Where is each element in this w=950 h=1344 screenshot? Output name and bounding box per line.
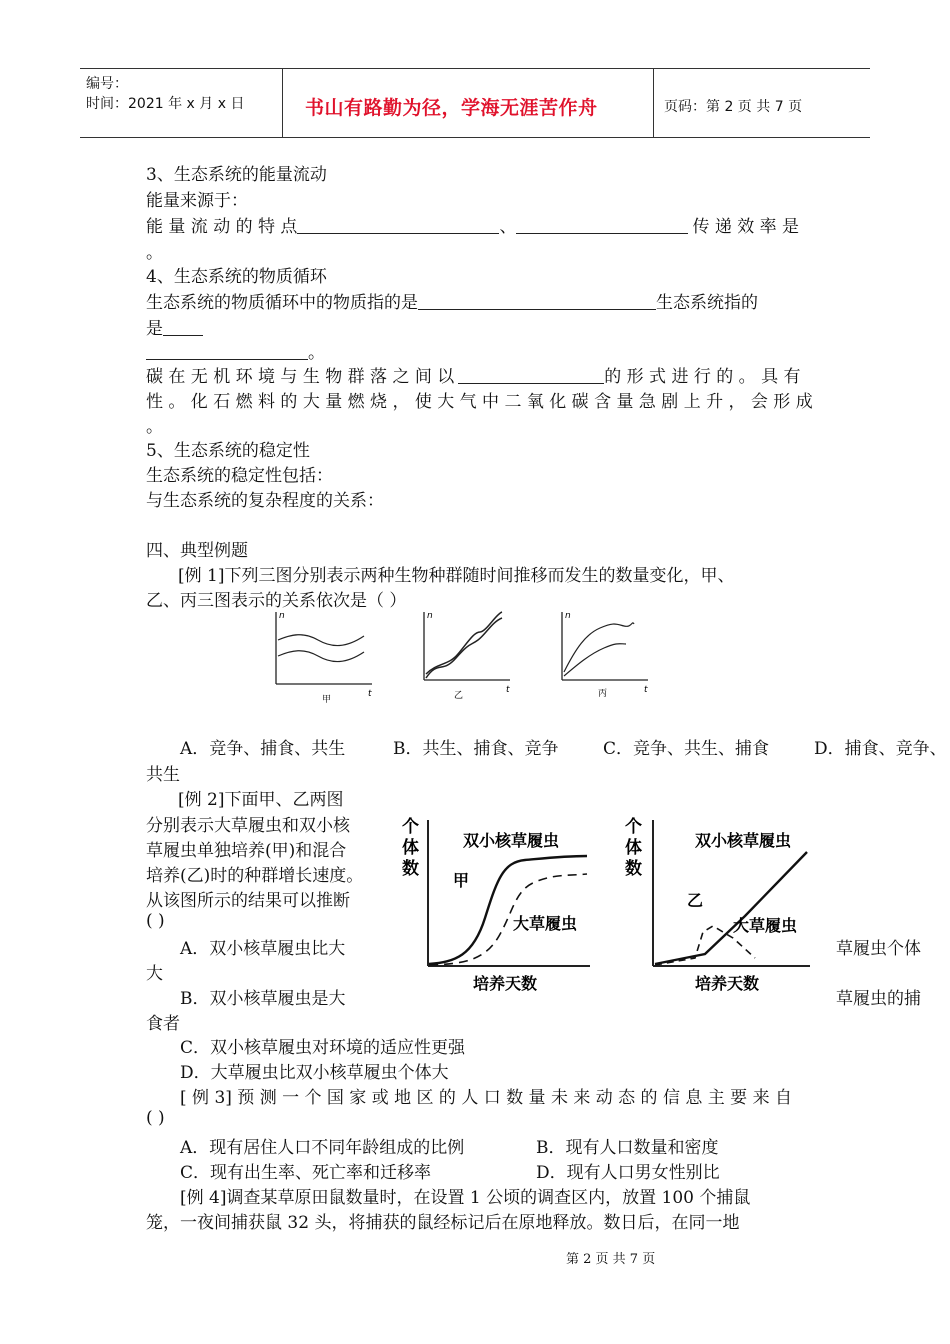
fig-ylabel-3: 数 — [625, 859, 642, 879]
section4-line2 — [146, 314, 203, 339]
header-motto-cell — [283, 69, 654, 137]
fig-xlabel: 培养天数 — [695, 974, 760, 993]
doc-code-label: 编号： — [86, 76, 128, 92]
section6-title: 四、典型例题 — [146, 541, 248, 561]
page-header — [80, 68, 870, 138]
section4-line4-b: 的 形 式 进 行 的 。 具 有 — [604, 367, 801, 387]
fig-ylabel-2: 体 — [625, 838, 642, 858]
blank-field — [297, 216, 499, 234]
blank-field — [163, 318, 203, 336]
section4-line2-text: 是 — [146, 319, 163, 339]
section3-line1: 能量来源于： — [146, 191, 248, 211]
ex2-line5: 从该图所示的结果可以推断 — [146, 891, 350, 911]
axis-y-label: n — [427, 611, 433, 621]
fig-ylabel-1: 个 — [625, 817, 642, 837]
section4-line1-a: 生态系统的物质循环中的物质指的是 — [146, 293, 418, 313]
axis-y-label: n — [279, 611, 285, 621]
ex3-option-a: A．现有居住人口不同年龄组成的比例 — [180, 1138, 465, 1158]
separator: 、 — [499, 217, 517, 237]
ex3-line1: [ 例 3] 预 测 一 个 国 家 或 地 区 的 人 口 数 量 未 来 动 态 的 信 息 主 要 来 自 — [180, 1088, 792, 1108]
section3-line2 — [146, 212, 799, 237]
ex2-option-a: A．双小核草履虫比大 — [180, 939, 346, 959]
ex4-line2: 笼，一夜间捕获鼠 32 头，将捕获的鼠经标记后在原地释放。数日后，在同一地 — [146, 1213, 740, 1233]
header-meta-cell — [80, 69, 283, 137]
ex3-option-b: B．现有人口数量和密度 — [536, 1138, 719, 1158]
graph-yi — [424, 611, 510, 701]
fig-series-1-label: 双小核草履虫 — [463, 831, 560, 850]
axis-x-label: t — [644, 685, 648, 695]
ex2-option-a-cont: 大 — [146, 964, 163, 984]
ex1-graphs — [260, 604, 660, 712]
graph-jia — [276, 611, 372, 705]
fig-ylabel-2: 体 — [402, 838, 419, 858]
section5-line2: 与生态系统的复杂程度的关系： — [146, 491, 384, 511]
blank-field — [146, 342, 308, 360]
ex2-option-b-cont: 食者 — [146, 1014, 180, 1034]
ex2-graph-yi — [625, 816, 810, 993]
fig-label-yi: 乙 — [687, 891, 704, 910]
ex1-option-d: D．捕食、竞争、 — [814, 739, 947, 759]
fig-ylabel-3: 数 — [402, 859, 419, 879]
graph-label-yi: 乙 — [454, 691, 464, 701]
ex4-line1: [例 4]调查某草原田鼠数量时，在设置 1 公顷的调查区内，放置 100 个捕鼠 — [180, 1188, 751, 1208]
ex2-figure — [395, 798, 815, 1004]
doc-date: 时间：2021 年 x 月 x 日 — [86, 96, 245, 112]
ex2-line1: [例 2]下面甲、乙两图 — [178, 790, 344, 810]
page-footer: 第 2 页 共 7 页 — [566, 1252, 656, 1267]
ex2-option-c: C．双小核草履虫对环境的适应性更强 — [180, 1038, 466, 1058]
ex2-graph-jia — [402, 816, 590, 993]
ex1-option-b: B．共生、捕食、竞争 — [393, 739, 559, 759]
ex1-option-d-cont: 共生 — [146, 765, 180, 785]
ex1-option-c: C．竞争、共生、捕食 — [603, 739, 770, 759]
section4-line3 — [146, 338, 325, 363]
ex3-option-c: C．现有出生率、死亡率和迁移率 — [180, 1163, 432, 1183]
ex1-line2: 乙、丙三图表示的关系依次是（ ） — [146, 591, 407, 611]
graph-label-bing: 丙 — [598, 689, 608, 699]
section5-title: 5、生态系统的稳定性 — [146, 441, 310, 461]
header-page-info: 页码：第 2 页 共 7 页 — [664, 99, 803, 115]
section3-title: 3、生态系统的能量流动 — [146, 165, 327, 185]
blank-field — [458, 366, 604, 384]
blank-field — [516, 216, 688, 234]
axis-x-label: t — [506, 685, 510, 695]
ex2-line2: 分别表示大草履虫和双小核 — [146, 816, 350, 836]
section5-line1: 生态系统的稳定性包括： — [146, 466, 333, 486]
axis-y-label: n — [565, 611, 571, 621]
ex2-option-b: B．双小核草履虫是大 — [180, 989, 346, 1009]
ex2-option-b-right: 草履虫的捕 — [836, 989, 921, 1009]
ex2-line6: ( ) — [146, 911, 165, 931]
blank-field — [418, 292, 656, 310]
ex2-line3: 草履虫单独培养(甲)和混合 — [146, 841, 347, 861]
fig-ylabel-1: 个 — [402, 817, 419, 837]
section4-line4 — [146, 362, 800, 387]
ex2-line4: 培养(乙)时的种群增长速度。 — [146, 866, 364, 886]
graph-bing — [562, 611, 648, 699]
ex3-option-d: D．现有人口男女性别比 — [536, 1163, 720, 1183]
section4-line4-a: 碳 在 无 机 环 境 与 生 物 群 落 之 间 以 — [146, 367, 455, 387]
ex2-option-a-right: 草履虫个体 — [836, 939, 921, 959]
section4-line1 — [146, 288, 758, 313]
graph-label-jia: 甲 — [322, 695, 332, 705]
motto: 书山有路勤为径，学海无涯苦作舟 — [305, 97, 598, 119]
fig-series-1-label: 双小核草履虫 — [695, 831, 792, 850]
fig-xlabel: 培养天数 — [473, 974, 538, 993]
ex1-line1: [例 1]下列三图分别表示两种生物种群随时间推移而发生的数量变化，甲、 — [178, 566, 735, 586]
section4-title: 4、生态系统的物质循环 — [146, 267, 327, 287]
fig-label-jia: 甲 — [453, 871, 470, 890]
section4-line6: 。 — [146, 417, 163, 437]
energy-flow-label: 能 量 流 动 的 特 点 — [146, 217, 298, 237]
section3-line3: 。 — [146, 243, 163, 263]
section4-line3-end: 。 — [308, 343, 325, 363]
transfer-efficiency-label: 传 递 效 率 是 — [692, 217, 800, 237]
section4-line5: 性 。 化 石 燃 料 的 大 量 燃 烧 ， 使 大 气 中 二 氧 化 碳 含 量 急 剧 上 升 ， 会 形 成 — [146, 392, 813, 412]
fig-series-2-label: 大草履虫 — [513, 914, 578, 933]
ex2-option-d: D．大草履虫比双小核草履虫个体大 — [180, 1063, 449, 1083]
ex1-option-a: A．竞争、捕食、共生 — [180, 739, 346, 759]
axis-x-label: t — [368, 689, 372, 699]
section4-line1-b: 生态系统指的 — [656, 293, 758, 313]
ex3-line2: ( ) — [146, 1108, 165, 1128]
fig-series-2-label: 大草履虫 — [733, 916, 798, 935]
